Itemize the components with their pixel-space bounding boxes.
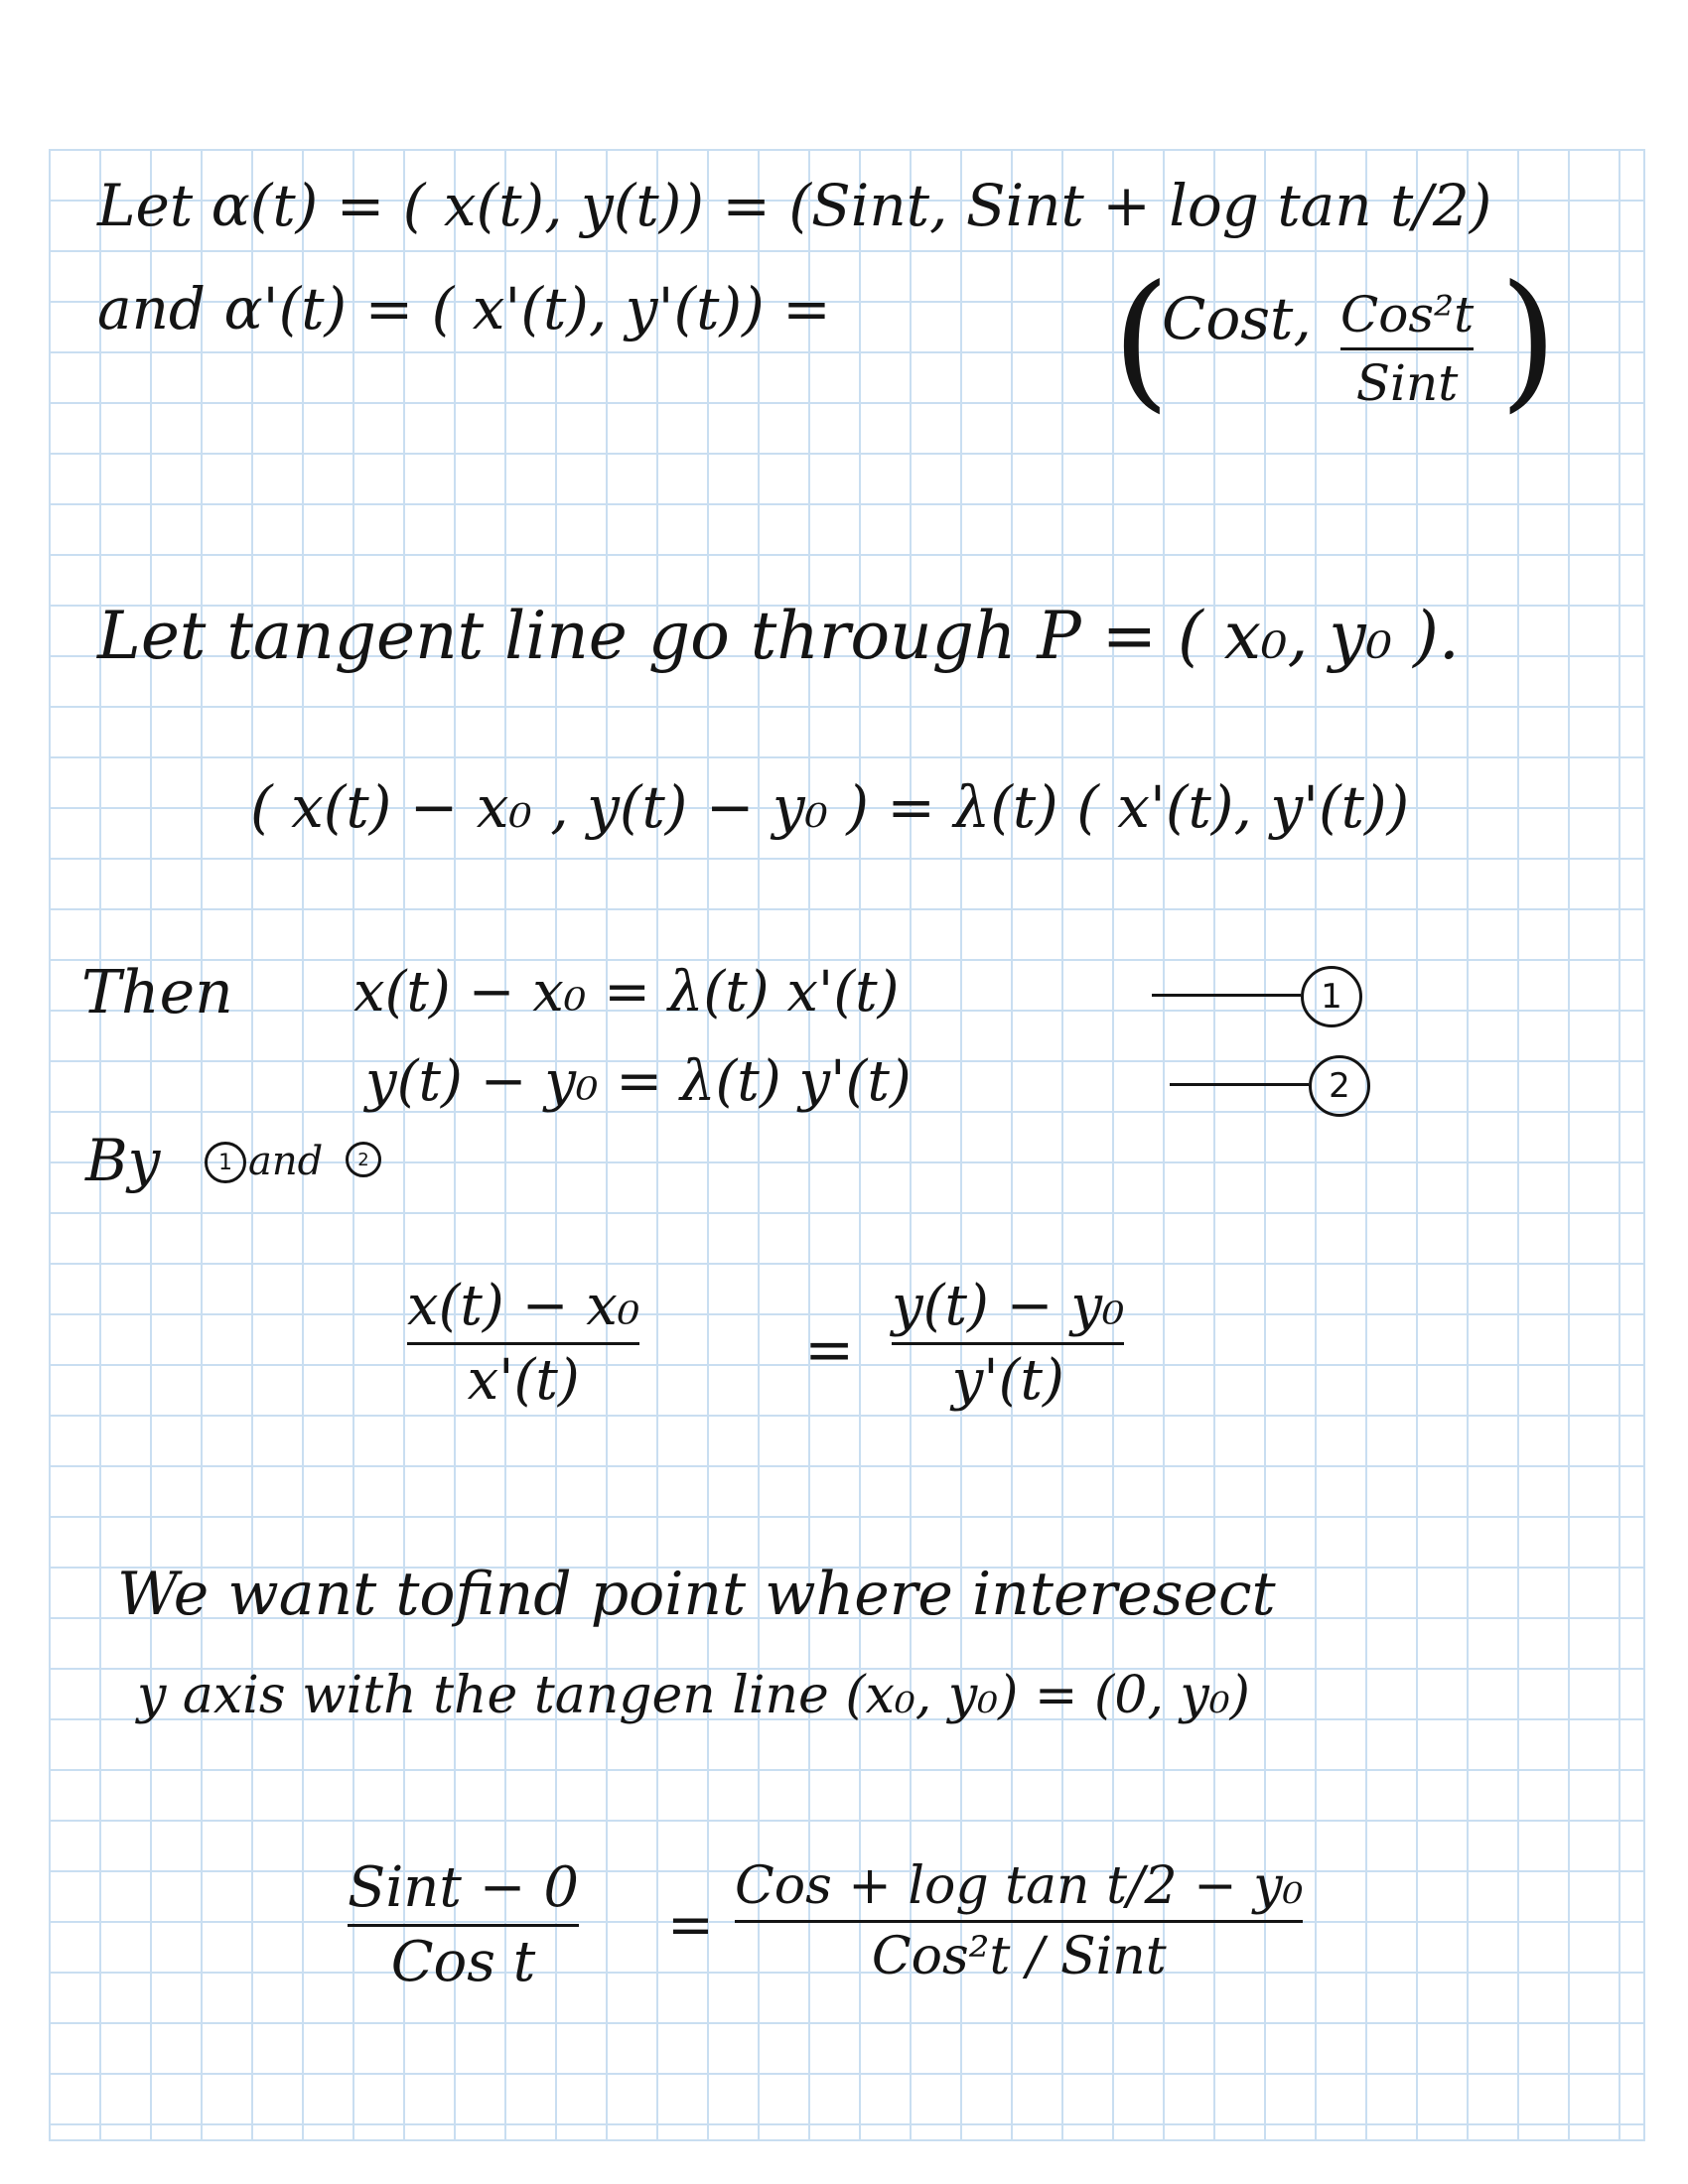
final-equals-sign: = [667,1893,714,1958]
derivative-y-component-fraction [1340,286,1475,412]
left-big-paren: ( [1112,254,1171,427]
by-label: By [85,1127,161,1194]
equation-2-leader-line [1170,1083,1309,1086]
fraction-bar [1340,347,1474,350]
final-left-fraction [348,1855,579,1994]
equation-1-tag: 1 [1301,966,1362,1027]
tangent-line-statement: Let tangent line go through P = ( x₀, y₀ ). [97,598,1460,674]
fraction-denominator: Cos²t / Sint [871,1927,1167,1986]
fraction-bar [892,1342,1124,1345]
fraction-bar [407,1342,639,1345]
fraction-numerator: x(t) − x₀ [407,1274,640,1338]
derivative-definition-line: and α'(t) = ( x'(t), y'(t)) = [97,275,831,342]
tangent-vector-equation: ( x(t) − x₀ , y(t) − y₀ ) = λ(t) ( x'(t), y'(t)) [250,773,1410,841]
fraction-bar [348,1924,579,1927]
equation-1: x(t) − x₀ = λ(t) x'(t) [353,960,900,1024]
reference-tag-1: 1 [205,1142,246,1183]
fraction-denominator: Cos t [390,1930,536,1994]
fraction-bar [735,1920,1303,1923]
derivative-x-component: Cost, [1162,285,1312,352]
fraction-numerator: Cos²t [1340,286,1475,343]
ratio-equals-sign: = [804,1315,855,1385]
fraction-numerator: Cos + log tan t/2 − y₀ [735,1856,1304,1916]
curve-definition-line: Let α(t) = ( x(t), y(t)) = (Sint, Sint + log tan t/2) [97,172,1492,239]
ratio-left-fraction [407,1274,640,1413]
reference-tag-2: 2 [346,1142,381,1177]
final-right-fraction [735,1856,1304,1986]
then-label: Then [81,958,233,1027]
fraction-denominator: Sint [1355,354,1459,412]
equation-2-tag: 2 [1309,1055,1370,1117]
equation-2: y(t) − y₀ = λ(t) y'(t) [365,1049,912,1114]
goal-statement-line-1: We want tofind point where interesect [117,1560,1276,1629]
fraction-denominator: x'(t) [467,1348,580,1413]
fraction-numerator: Sint − 0 [348,1855,579,1920]
right-big-paren: ) [1499,254,1558,427]
goal-statement-line-2: y axis with the tangen line (x₀, y₀) = (0, y₀) [137,1666,1250,1725]
fraction-denominator: y'(t) [951,1348,1064,1413]
ratio-right-fraction [892,1274,1125,1413]
by-and-label: and [248,1139,324,1184]
fraction-numerator: y(t) − y₀ [892,1274,1125,1338]
equation-1-leader-line [1152,994,1301,997]
